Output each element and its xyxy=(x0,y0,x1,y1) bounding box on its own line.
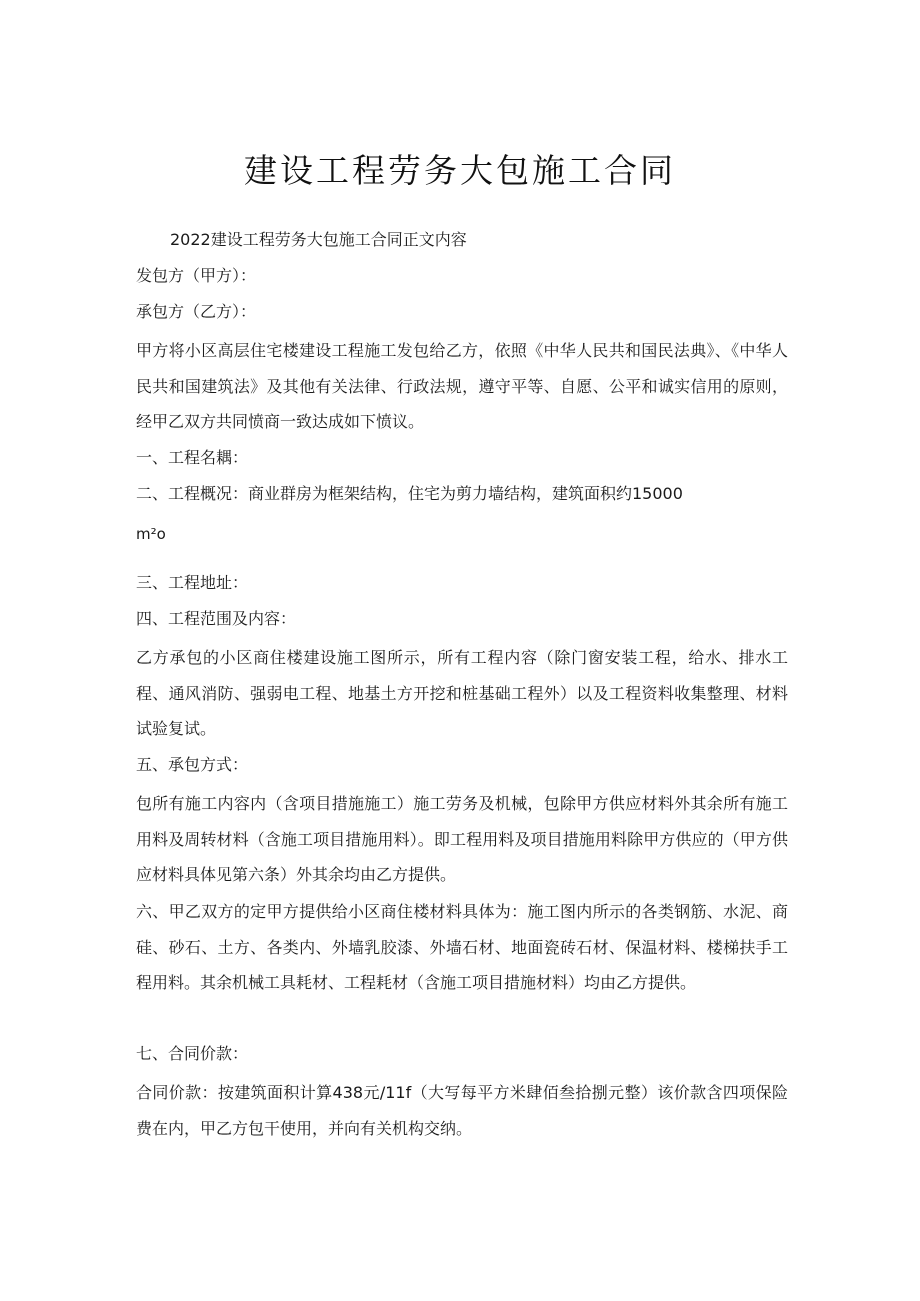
section-7-heading: 七、合同价款： xyxy=(136,1044,249,1063)
intro-paragraph: 甲方将小区高层住宅楼建设工程施工发包给乙方，依照《中华人民共和国民法典》、《中华人民共和国建筑法》及其他有关法律、行政法规，遵守平等、自愿、公平和诚实信用的原则，经甲乙双方共同愤商一致达成如下愤议。 xyxy=(136,341,788,431)
document-subtitle: 2022建设工程劳务大包施工合同正文内容 xyxy=(170,230,467,249)
party-b-line: 承包方（乙方）： xyxy=(136,302,257,321)
section-4-body: 乙方承包的小区商住楼建设施工图所示，所有工程内容（除门窗安装工程，给水、排水工程、通风消防、强弱电工程、地基土方开挖和桩基础工程外）以及工程资料收集整理、材料试验复试。 xyxy=(136,648,788,738)
document-title: 建设工程劳务大包施工合同 xyxy=(244,151,676,190)
section-5-heading: 五、承包方式： xyxy=(136,755,249,774)
section-1-heading: 一、工程名耦： xyxy=(136,448,249,467)
party-a-line: 发包方（甲方）： xyxy=(136,266,257,285)
section-6-body: 六、甲乙双方的定甲方提供给小区商住楼材料具体为：施工图内所示的各类钢筋、水泥、商硅、砂石、土方、各类内、外墙乳胶漆、外墙石材、地面瓷砖石材、保温材料、楼梯扶手工程用料。其余机械工具耗材、工程耗材（含施工项目措施材料）均由乙方提供。 xyxy=(136,902,788,992)
section-3-heading: 三、工程地址： xyxy=(136,573,249,592)
section-2-unit: m²o xyxy=(136,525,166,543)
section-4-heading: 四、工程范围及内容： xyxy=(136,609,297,628)
section-2-text: 二、工程概况：商业群房为框架结构，住宅为剪力墙结构，建筑面积约15000 xyxy=(136,484,683,503)
section-7-body: 合同价款：按建筑面积计算438元/11f（大写每平方米肆佰叁拾捌元整）该价款含四项保险费在内，甲乙方包干使用，并向有关机构交纳。 xyxy=(136,1083,788,1138)
section-5-body: 包所有施工内容内（含项目措施施工）施工劳务及机械，包除甲方供应材料外其余所有施工用料及周转材料（含施工项目措施用料）。即工程用料及项目措施用料除甲方供应的（甲方供应材料具体见第六条）外其余均由乙方提供。 xyxy=(136,794,788,884)
